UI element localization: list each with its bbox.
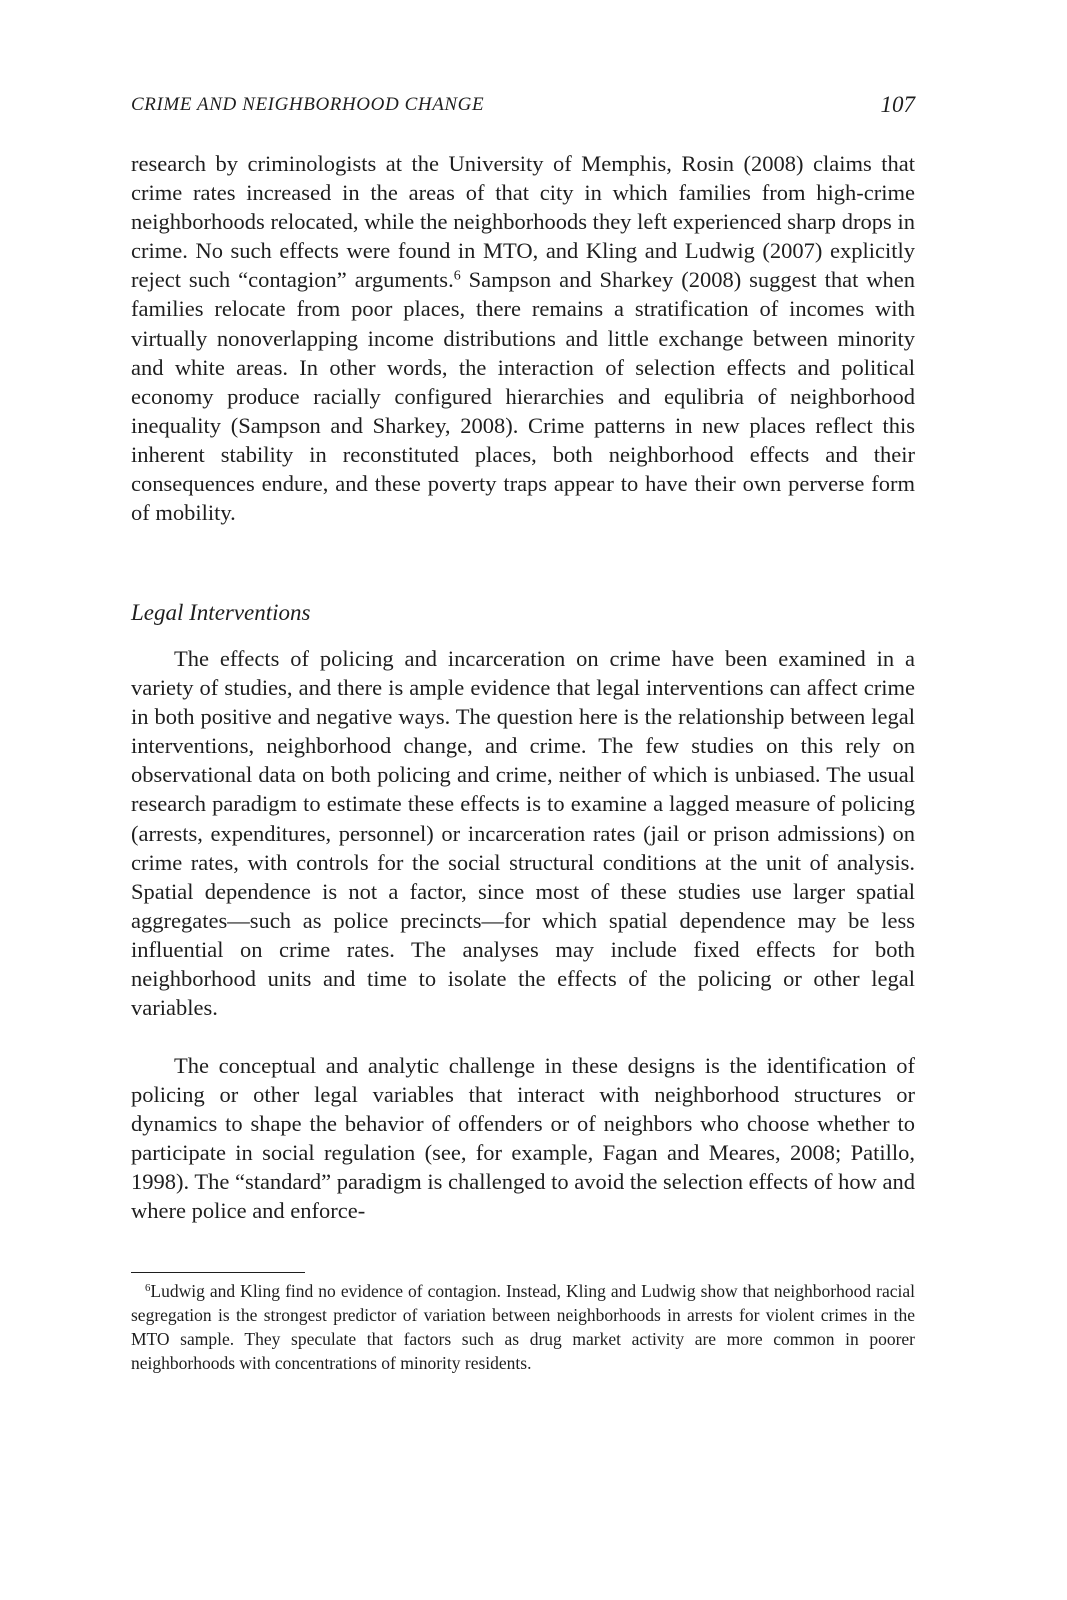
running-head <box>131 92 915 122</box>
footnote <box>131 1279 915 1375</box>
running-title: CRIME AND NEIGHBORHOOD CHANGE <box>131 94 485 115</box>
paragraph-legal-interventions: The effects of policing and incarceration on crime have been examined in a variety of studies, and there is ample evidence that legal interventions can affect crime in both positive and negative ways. The question here is the relationship between legal interventions, neighborhood change, and crime. The few studies on this rely on observational data on both policing and crime, neither of which is unbiased. The usual research paradigm to estimate these effects is to examine a lagged measure of policing (arrests, expenditures, personnel) or incarceration rates (jail or prison admissions) on crime rates, with controls for the social structural conditions at the unit of analysis. Spatial dependence is not a factor, since most of these studies use larger spatial aggregates—such as police precincts—for which spatial dependence may be less influential on crime rates. The analyses may include fixed effects for both neighborhood units and time to isolate the effects of the policing or other legal variables. <box>131 646 915 1021</box>
paragraph-text-part-2: Sampson and Sharkey (2008) suggest that when families relocate from poor places, there remains a stratification of incomes with virtually nonoverlapping income distributions and little exchange between minority and white areas. In other words, the interaction of selection effects and political economy produce racially configured hierarchies and equlibria of neighborhood inequality (Sampson and Sharkey, 2008). Crime patterns in new places reflect this inherent stability in reconstituted places, both neighborhood effects and their consequences endure, and these poverty traps appear to have their own perverse form of mobility. <box>131 267 916 526</box>
page-number: 107 <box>880 92 915 117</box>
paragraph-text-part-1: research by criminologists at the University of Memphis, Rosin (2008) claims that crime rates increased in the areas of that city in which families from high-crime neighborhoods relocated, while the neighborhoods they left experienced sharp drops in crime. No such effects were found in MTO, and Kling and Ludwig (2007) explicitly reject such “contagion” arguments. <box>131 151 915 293</box>
paragraph-continued <box>131 149 915 527</box>
section-heading: Legal Interventions <box>131 600 311 625</box>
footnote-marker: 6 <box>145 1282 151 1295</box>
footnote-text: Ludwig and Kling find no evidence of contagion. Instead, Kling and Ludwig show that neighborhood racial segregation is the strongest predictor of variation between neighborhoods in arrests for violent crimes in the MTO sample. They speculate that factors such as drug market activity are more common in poorer neighborhoods with concentrations of minority residents. <box>131 1281 915 1373</box>
footnote-reference: 6 <box>453 268 461 284</box>
footnote-divider <box>131 1272 305 1273</box>
paragraph-conceptual-challenge: The conceptual and analytic challenge in these designs is the identification of policing or other legal variables that interact with neighborhood structures or dynamics to shape the behavior of offenders or of neighbors who choose whether to participate in social regulation (see, for example, Fagan and Meares, 2008; Patillo, 1998). The “standard” paradigm is challenged to avoid the selection effects of how and where police and enforce- <box>131 1053 915 1224</box>
